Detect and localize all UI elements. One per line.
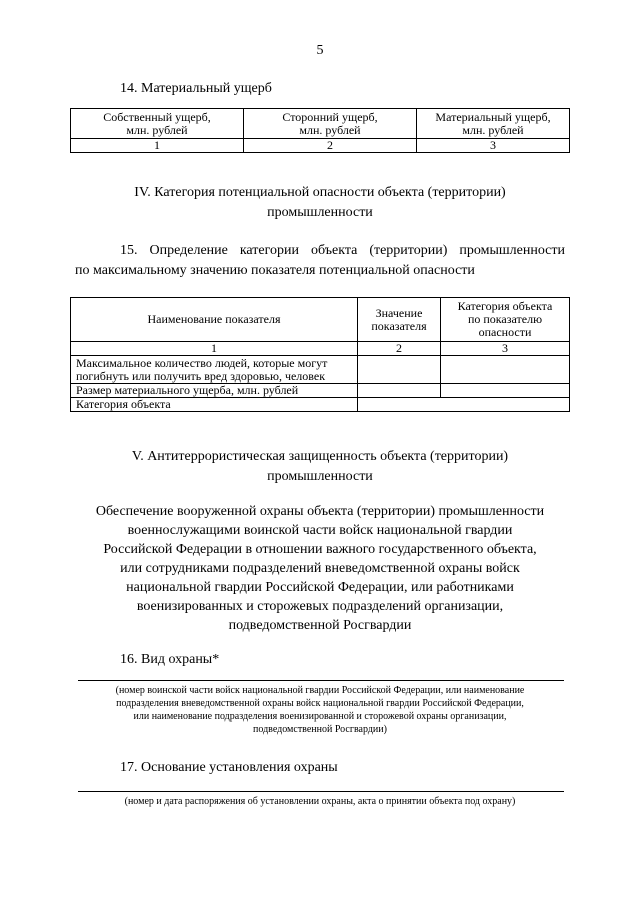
- column-number: 1: [71, 139, 244, 153]
- security-paragraph-line: военизированных и сторожевых подразделений организации,: [136, 599, 504, 614]
- section-v-heading-line2: промышленности: [267, 469, 373, 484]
- section-17-note: (номер и дата распоряжения об установлении охраны, акта о принятии объекта под охрану): [124, 796, 516, 807]
- table-row: [71, 384, 570, 398]
- table-header-cell: Значение показателя: [358, 298, 441, 342]
- security-paragraph-line: военнослужащими воинской части войск национальной гвардии: [127, 523, 513, 538]
- category-table: [70, 297, 570, 412]
- row-label: Максимальное количество людей, которые могут погибнуть или получить вред здоровью, человек: [71, 356, 358, 384]
- empty-cell: [441, 384, 570, 398]
- section-16-title: 16. Вид охраны*: [120, 652, 220, 667]
- fill-in-line: [78, 791, 564, 792]
- table-row: [71, 356, 570, 384]
- column-number: 2: [244, 139, 417, 153]
- table-header-cell: Собственный ущерб, млн. рублей: [71, 109, 244, 139]
- security-paragraph-line: Обеспечение вооруженной охраны объекта (территории) промышленности: [95, 504, 545, 519]
- security-paragraph-line: подведомственной Росгвардии: [228, 618, 412, 633]
- section-16-note-line: (номер воинской части войск национальной гвардии Российской Федерации, или наименование: [115, 685, 525, 696]
- section-16-note-line: подразделения вневедомственной охраны войск национальной гвардии Российской Федерации,: [116, 698, 524, 709]
- security-paragraph-line: Российской Федерации в отношении важного государственного объекта,: [103, 542, 537, 557]
- material-damage-table: [70, 108, 570, 153]
- section-v-heading-line1: V. Антитеррористическая защищенность объекта (территории): [131, 449, 509, 464]
- column-number: 2: [358, 342, 441, 356]
- section-16-note-line: подведомственной Росгвардии): [253, 724, 387, 735]
- table-header-cell: Сторонний ущерб, млн. рублей: [244, 109, 417, 139]
- empty-cell: [358, 384, 441, 398]
- empty-cell: [358, 356, 441, 384]
- page-number: 5: [316, 43, 324, 58]
- security-paragraph-line: или сотрудниками подразделений вневедомственной охраны войск: [120, 561, 520, 576]
- row-label: Размер материального ущерба, млн. рублей: [71, 384, 358, 398]
- section-15-title-line2: по максимальному значению показателя потенциальной опасности: [75, 263, 475, 278]
- section-16-note-line: или наименование подразделения военизированной и сторожевой охраны организации,: [133, 711, 507, 722]
- table-header-cell: Категория объекта по показателю опасности: [441, 298, 570, 342]
- empty-cell: [358, 398, 570, 412]
- section-14-title: 14. Материальный ущерб: [120, 81, 272, 96]
- section-iv-heading-line1: IV. Категория потенциальной опасности объекта (территории): [134, 185, 506, 200]
- table-header-cell: Материальный ущерб, млн. рублей: [417, 109, 570, 139]
- column-number: 3: [417, 139, 570, 153]
- column-number: 1: [71, 342, 358, 356]
- section-17-title: 17. Основание установления охраны: [120, 760, 338, 775]
- row-label: Категория объекта: [71, 398, 358, 412]
- section-iv-heading-line2: промышленности: [267, 205, 373, 220]
- column-number: 3: [441, 342, 570, 356]
- security-paragraph-line: национальной гвардии Российской Федерации, или работниками: [126, 580, 514, 595]
- empty-cell: [441, 356, 570, 384]
- section-15-title-line1: 15. Определение категории объекта (территории) промышленности: [120, 243, 565, 258]
- fill-in-line: [78, 680, 564, 681]
- table-row: [71, 398, 570, 412]
- table-header-cell: Наименование показателя: [71, 298, 358, 342]
